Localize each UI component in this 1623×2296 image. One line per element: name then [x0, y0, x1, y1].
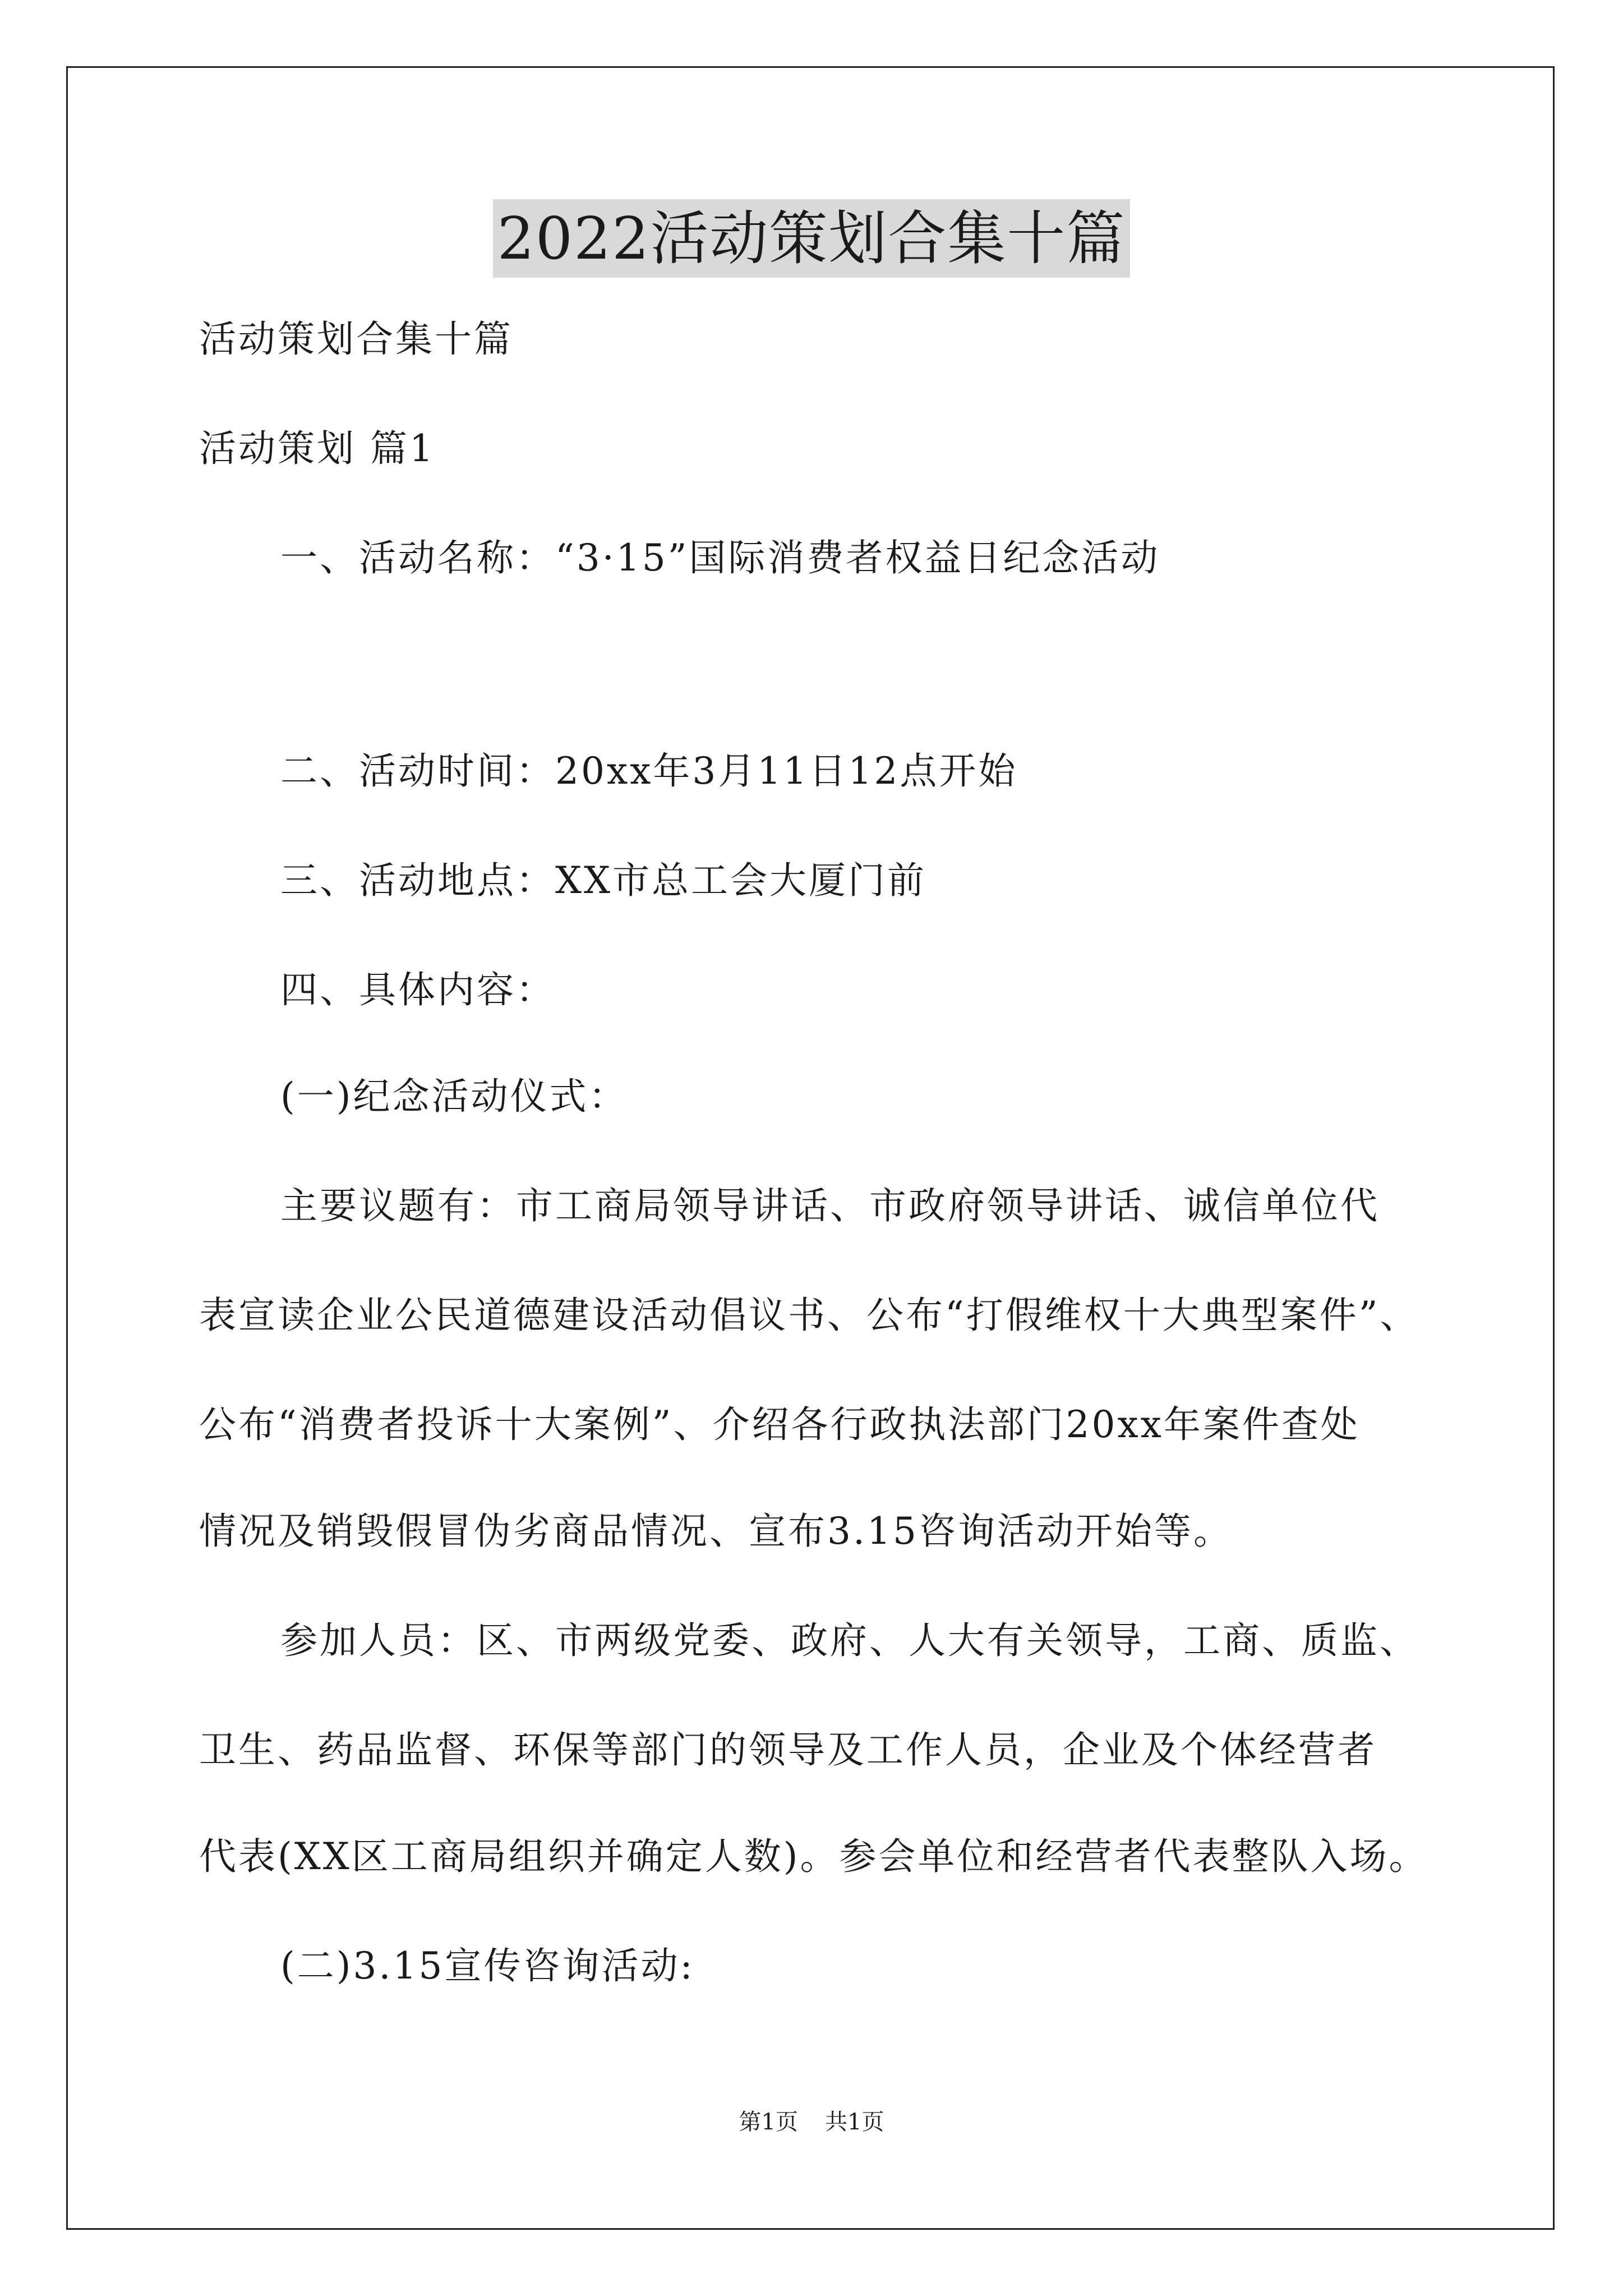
- paragraph-line: 二、活动时间：20xx年3月11日12点开始: [280, 749, 1018, 793]
- section-heading: 活动策划 篇1: [199, 427, 435, 470]
- document-title: 2022活动策划合集十篇: [493, 199, 1131, 278]
- paragraph-line: (一)纪念活动仪式：: [280, 1075, 628, 1118]
- paragraph-line: 公布“消费者投诉十大案例”、介绍各行政执法部门20xx年案件查处: [199, 1403, 1360, 1446]
- page-border: [66, 66, 1555, 2230]
- page-total: 共1页: [825, 2109, 884, 2135]
- paragraph-line: (二)3.15宣传咨询活动:: [280, 1944, 695, 1987]
- title-container: [0, 199, 1623, 278]
- paragraph-line: 代表(XX区工商局组织并确定人数)。参会单位和经营者代表整队入场。: [199, 1835, 1428, 1878]
- subtitle-line: 活动策划合集十篇: [199, 318, 513, 361]
- page-number: 第1页: [739, 2109, 798, 2135]
- paragraph-line: 一、活动名称：“3·15”国际消费者权益日纪念活动: [280, 536, 1160, 579]
- paragraph-line: 情况及销毁假冒伪劣商品情况、宣布3.15咨询活动开始等。: [199, 1510, 1233, 1553]
- paragraph-line: 卫生、药品监督、环保等部门的领导及工作人员，企业及个体经营者: [199, 1728, 1377, 1772]
- paragraph-line: 四、具体内容：: [280, 968, 555, 1011]
- paragraph-line: 表宣读企业公民道德建设活动倡议书、公布“打假维权十大典型案件”、: [199, 1294, 1419, 1337]
- paragraph-line: 主要议题有：市工商局领导讲话、市政府领导讲话、诚信单位代: [280, 1184, 1380, 1227]
- page-footer: [0, 2106, 1623, 2138]
- paragraph-line: 三、活动地点：XX市总工会大厦门前: [280, 859, 926, 902]
- paragraph-line: 参加人员：区、市两级党委、政府、人大有关领导，工商、质监、: [280, 1619, 1419, 1662]
